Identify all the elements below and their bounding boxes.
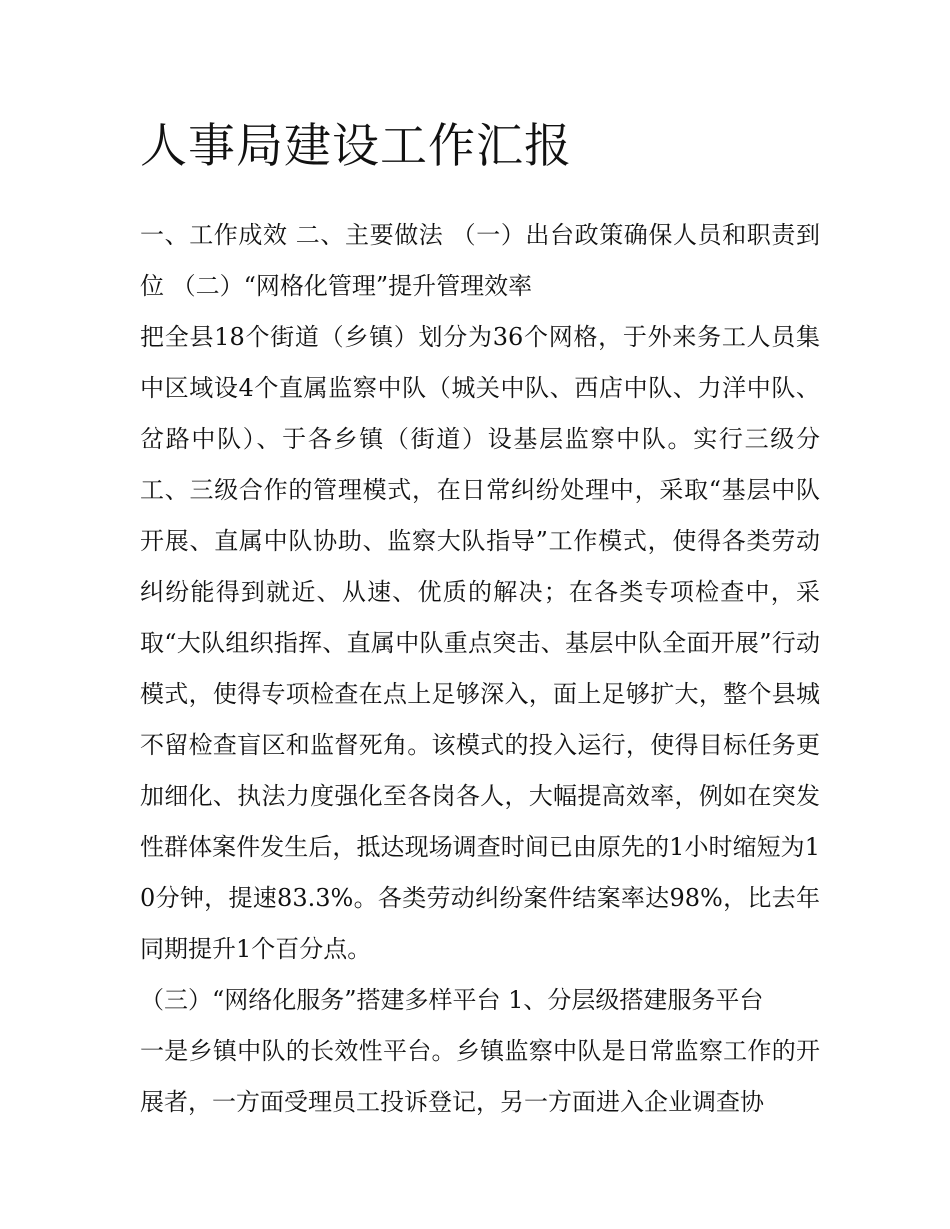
document-page (140, 112, 820, 1128)
township-platform-paragraph: 一是乡镇中队的长效性平台。乡镇监察中队是日常监察工作的开展者，一方面受理员工投诉登记，另一方面进入企业调查协 (140, 1037, 820, 1116)
section-headings-paragraph: 一、工作成效 二、主要做法 （一）出台政策确保人员和职责到位 （二）“网格化管理”提升管理效率 (140, 221, 820, 300)
network-service-heading-paragraph: （三）“网络化服务”搭建多样平台 1、分层级搭建服务平台 (140, 986, 764, 1014)
grid-management-paragraph: 把全县18个街道（乡镇）划分为36个网格，于外来务工人员集中区域设4个直属监察中队（城关中队、西店中队、力洋中队、岔路中队）、于各乡镇（街道）设基层监察中队。实行三级分工、三级合作的管理模式，在日常纠纷处理中，采取“基层中队开展、直属中队协助、监察大队指导”工作模式，使得各类劳动纠纷能得到就近、从速、优质的解决；在各类专项检查中，采取“大队组织指挥、直属中队重点突击、基层中队全面开展”行动模式，使得专项检查在点上足够深入，面上足够扩大，整个县城不留检查盲区和监督死角。该模式的投入运行，使得目标任务更加细化、执法力度强化至各岗各人，大幅提高效率，例如在突发性群体案件发生后，抵达现场调查时间已由原先的1小时缩短为10分钟，提速83.3%。各类劳动纠纷案件结案率达98%，比去年同期提升1个百分点。 (140, 323, 820, 963)
document-title: 人事局建设工作汇报 (140, 119, 572, 174)
